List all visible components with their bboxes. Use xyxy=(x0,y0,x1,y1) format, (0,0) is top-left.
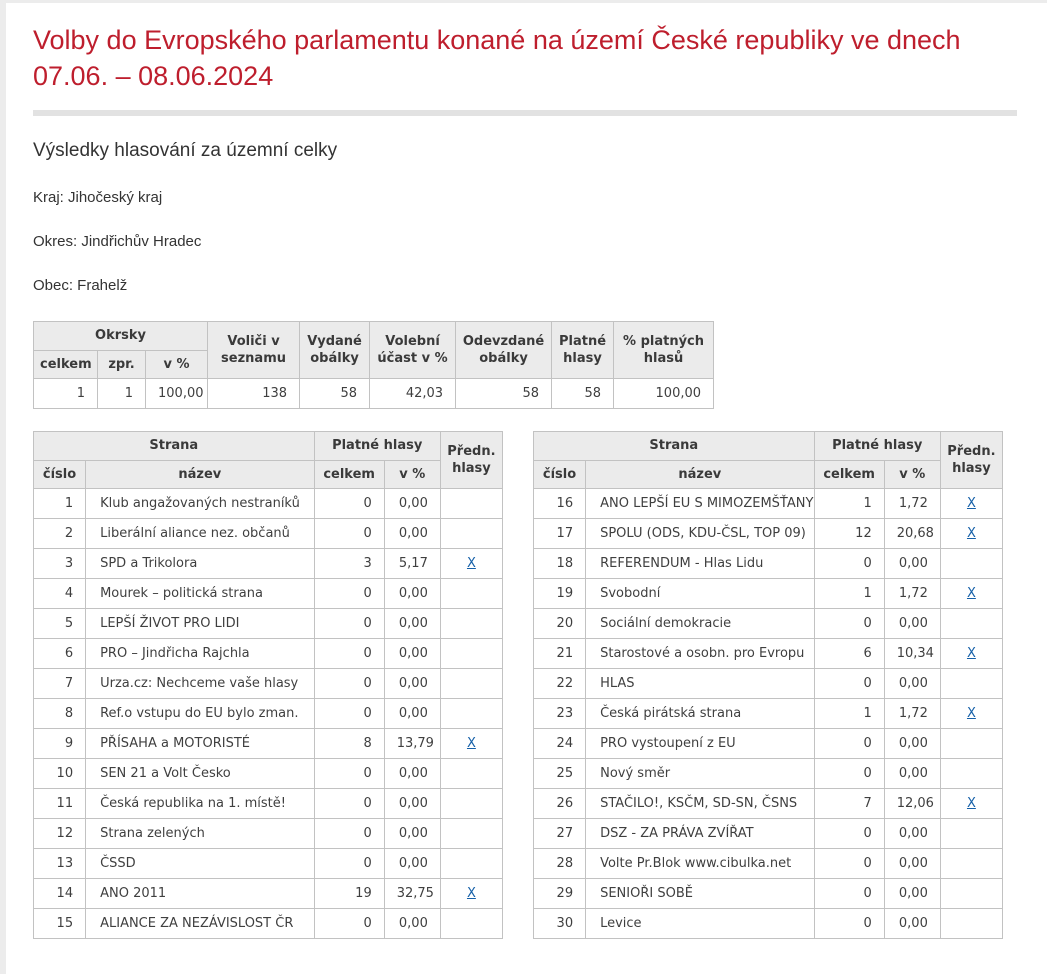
okrsky-celkem-value: 1 xyxy=(34,379,98,409)
party-pref-cell xyxy=(440,729,502,759)
party-votes-cell: 8 xyxy=(314,729,384,759)
party-name-cell: Sociální demokracie xyxy=(586,609,814,639)
party-votes-cell: 0 xyxy=(814,609,884,639)
party-row xyxy=(534,729,1003,759)
party-table-left-head xyxy=(34,432,503,489)
predn-hlasy-header: Předn. hlasy xyxy=(440,432,502,489)
party-number-cell: 9 xyxy=(34,729,86,759)
party-row xyxy=(34,819,503,849)
party-name-cell: Svobodní xyxy=(586,579,814,609)
party-row xyxy=(534,519,1003,549)
party-percent-cell: 1,72 xyxy=(884,489,940,519)
nazev-header: název xyxy=(86,460,314,489)
party-votes-cell: 0 xyxy=(814,879,884,909)
party-percent-cell: 0,00 xyxy=(384,849,440,879)
party-row xyxy=(34,729,503,759)
vydane-obalky-header: Vydané obálky xyxy=(300,322,370,379)
party-number-cell: 12 xyxy=(34,819,86,849)
cislo-header: číslo xyxy=(534,460,586,489)
party-percent-cell: 1,72 xyxy=(884,579,940,609)
cislo-header: číslo xyxy=(34,460,86,489)
party-number-cell: 20 xyxy=(534,609,586,639)
party-name-cell: STAČILO!, KSČM, SD-SN, ČSNS xyxy=(586,789,814,819)
party-row xyxy=(34,519,503,549)
party-percent-cell: 13,79 xyxy=(384,729,440,759)
party-row xyxy=(534,639,1003,669)
party-votes-cell: 0 xyxy=(814,759,884,789)
party-percent-cell: 0,00 xyxy=(884,669,940,699)
party-name-cell: DSZ - ZA PRÁVA ZVÍŘAT xyxy=(586,819,814,849)
pref-votes-link[interactable]: X xyxy=(966,796,976,812)
party-pref-cell xyxy=(440,669,502,699)
party-pref-cell xyxy=(940,669,1002,699)
okrsky-vpct-value: 100,00 xyxy=(146,379,208,409)
party-number-cell: 26 xyxy=(534,789,586,819)
party-number-cell: 13 xyxy=(34,849,86,879)
pref-votes-link[interactable]: X xyxy=(466,886,476,902)
platne-hlasy-value: 58 xyxy=(552,379,614,409)
party-votes-cell: 0 xyxy=(314,639,384,669)
party-pref-cell xyxy=(440,759,502,789)
vpct-header: v % xyxy=(384,460,440,489)
party-number-cell: 8 xyxy=(34,699,86,729)
platne-hlasy-group-header: Platné hlasy xyxy=(314,432,440,461)
party-votes-cell: 0 xyxy=(314,669,384,699)
party-name-cell: Levice xyxy=(586,909,814,939)
party-number-cell: 17 xyxy=(534,519,586,549)
party-name-cell: ANO LEPŠÍ EU S MIMOZEMŠŤANY xyxy=(586,489,814,519)
party-table-right-head xyxy=(534,432,1003,489)
party-row xyxy=(34,699,503,729)
party-row xyxy=(34,489,503,519)
party-pref-cell xyxy=(440,849,502,879)
party-percent-cell: 0,00 xyxy=(884,549,940,579)
volici-header: Voliči v seznamu xyxy=(208,322,300,379)
party-pref-cell xyxy=(440,699,502,729)
pref-votes-link[interactable]: X xyxy=(466,736,476,752)
party-number-cell: 23 xyxy=(534,699,586,729)
party-votes-cell: 1 xyxy=(814,699,884,729)
okrsky-celkem-header: celkem xyxy=(34,350,98,379)
ucast-value: 42,03 xyxy=(370,379,456,409)
party-votes-cell: 0 xyxy=(814,849,884,879)
party-pref-cell xyxy=(940,729,1002,759)
party-row xyxy=(534,549,1003,579)
party-row xyxy=(34,669,503,699)
party-name-cell: Strana zelených xyxy=(86,819,314,849)
party-name-cell: Nový směr xyxy=(586,759,814,789)
vydane-obalky-value: 58 xyxy=(300,379,370,409)
party-percent-cell: 0,00 xyxy=(384,609,440,639)
party-row xyxy=(534,819,1003,849)
okrsky-group-header: Okrsky xyxy=(34,322,208,351)
summary-table-body xyxy=(34,379,714,409)
party-percent-cell: 0,00 xyxy=(384,699,440,729)
party-row xyxy=(534,879,1003,909)
party-name-cell: Ref.o vstupu do EU bylo zman. xyxy=(86,699,314,729)
party-pref-cell xyxy=(940,579,1002,609)
party-name-cell: ANO 2011 xyxy=(86,879,314,909)
district-line: Okres: Jindřichův Hradec xyxy=(33,233,202,251)
party-number-cell: 15 xyxy=(34,909,86,939)
party-row xyxy=(34,759,503,789)
party-votes-cell: 0 xyxy=(814,819,884,849)
pct-platnych-value: 100,00 xyxy=(614,379,714,409)
pref-votes-link[interactable]: X xyxy=(966,646,976,662)
page-title: Volby do Evropského parlamentu konané na území České republiky ve dnech 07.06. – 08.06.2024 xyxy=(33,25,961,91)
party-percent-cell: 32,75 xyxy=(384,879,440,909)
pref-votes-link[interactable]: X xyxy=(966,496,976,512)
party-number-cell: 21 xyxy=(534,639,586,669)
party-percent-cell: 0,00 xyxy=(384,789,440,819)
party-pref-cell xyxy=(940,639,1002,669)
party-tables-row xyxy=(33,431,1017,939)
party-name-cell: SPOLU (ODS, KDU-ČSL, TOP 09) xyxy=(586,519,814,549)
pref-votes-link[interactable]: X xyxy=(466,556,476,572)
party-row xyxy=(34,849,503,879)
party-name-cell: Klub angažovaných nestraníků xyxy=(86,489,314,519)
party-percent-cell: 0,00 xyxy=(384,669,440,699)
nazev-header: název xyxy=(586,460,814,489)
party-row xyxy=(34,579,503,609)
party-pref-cell xyxy=(940,879,1002,909)
party-pref-cell xyxy=(940,789,1002,819)
party-percent-cell: 0,00 xyxy=(884,849,940,879)
party-percent-cell: 0,00 xyxy=(384,909,440,939)
party-number-cell: 16 xyxy=(534,489,586,519)
party-pref-cell xyxy=(940,699,1002,729)
party-name-cell: SEN 21 a Volt Česko xyxy=(86,759,314,789)
party-name-cell: HLAS xyxy=(586,669,814,699)
party-row xyxy=(34,549,503,579)
party-votes-cell: 0 xyxy=(814,549,884,579)
party-percent-cell: 0,00 xyxy=(384,519,440,549)
party-pref-cell xyxy=(940,849,1002,879)
party-number-cell: 24 xyxy=(534,729,586,759)
party-pref-cell xyxy=(440,819,502,849)
party-name-cell: PRO – Jindřicha Rajchla xyxy=(86,639,314,669)
party-row xyxy=(34,909,503,939)
party-pref-cell xyxy=(940,819,1002,849)
party-votes-cell: 19 xyxy=(314,879,384,909)
party-percent-cell: 20,68 xyxy=(884,519,940,549)
party-votes-cell: 0 xyxy=(814,729,884,759)
party-name-cell: Volte Pr.Blok www.cibulka.net xyxy=(586,849,814,879)
party-table-right xyxy=(533,431,1003,939)
party-percent-cell: 10,34 xyxy=(884,639,940,669)
party-percent-cell: 0,00 xyxy=(384,759,440,789)
party-pref-cell xyxy=(440,789,502,819)
section-title: Výsledky hlasování za územní celky xyxy=(33,140,338,162)
party-row xyxy=(534,609,1003,639)
party-votes-cell: 0 xyxy=(314,609,384,639)
party-name-cell: LEPŠÍ ŽIVOT PRO LIDI xyxy=(86,609,314,639)
party-percent-cell: 0,00 xyxy=(384,639,440,669)
party-pref-cell xyxy=(440,609,502,639)
party-votes-cell: 0 xyxy=(314,699,384,729)
party-votes-cell: 0 xyxy=(314,579,384,609)
okrsky-zpr-header: zpr. xyxy=(98,350,146,379)
party-number-cell: 6 xyxy=(34,639,86,669)
party-votes-cell: 12 xyxy=(814,519,884,549)
volici-value: 138 xyxy=(208,379,300,409)
party-pref-cell xyxy=(440,909,502,939)
platne-hlasy-group-header: Platné hlasy xyxy=(814,432,940,461)
party-percent-cell: 1,72 xyxy=(884,699,940,729)
party-name-cell: Urza.cz: Nechceme vaše hlasy xyxy=(86,669,314,699)
party-pref-cell xyxy=(940,489,1002,519)
party-name-cell: PŘÍSAHA a MOTORISTÉ xyxy=(86,729,314,759)
party-votes-cell: 3 xyxy=(314,549,384,579)
party-row xyxy=(534,489,1003,519)
odevzdane-obalky-header: Odevzdané obálky xyxy=(456,322,552,379)
party-row xyxy=(534,579,1003,609)
party-name-cell: SENIOŘI SOBĚ xyxy=(586,879,814,909)
party-percent-cell: 5,17 xyxy=(384,549,440,579)
party-pref-cell xyxy=(940,909,1002,939)
party-votes-cell: 0 xyxy=(314,909,384,939)
party-number-cell: 27 xyxy=(534,819,586,849)
okrsky-vpct-header: v % xyxy=(146,350,208,379)
party-number-cell: 18 xyxy=(534,549,586,579)
party-votes-cell: 0 xyxy=(314,519,384,549)
party-percent-cell: 0,00 xyxy=(884,729,940,759)
header-divider xyxy=(33,110,1017,116)
party-name-cell: ALIANCE ZA NEZÁVISLOST ČR xyxy=(86,909,314,939)
party-row xyxy=(34,789,503,819)
platne-hlasy-header: Platné hlasy xyxy=(552,322,614,379)
party-name-cell: PRO vystoupení z EU xyxy=(586,729,814,759)
party-number-cell: 7 xyxy=(34,669,86,699)
ucast-header: Volební účast v % xyxy=(370,322,456,379)
party-name-cell: Liberální aliance nez. občanů xyxy=(86,519,314,549)
party-percent-cell: 0,00 xyxy=(884,819,940,849)
party-percent-cell: 0,00 xyxy=(384,489,440,519)
strana-header: Strana xyxy=(534,432,815,461)
party-number-cell: 30 xyxy=(534,909,586,939)
party-number-cell: 19 xyxy=(534,579,586,609)
party-name-cell: Mourek – politická strana xyxy=(86,579,314,609)
party-number-cell: 2 xyxy=(34,519,86,549)
pref-votes-link[interactable]: X xyxy=(966,526,976,542)
party-number-cell: 10 xyxy=(34,759,86,789)
party-pref-cell xyxy=(940,609,1002,639)
party-votes-cell: 0 xyxy=(314,789,384,819)
pref-votes-link[interactable]: X xyxy=(966,706,976,722)
party-pref-cell xyxy=(440,549,502,579)
okrsky-zpr-value: 1 xyxy=(98,379,146,409)
party-percent-cell: 12,06 xyxy=(884,789,940,819)
party-number-cell: 22 xyxy=(534,669,586,699)
summary-row xyxy=(34,379,714,409)
party-pref-cell xyxy=(940,759,1002,789)
party-row xyxy=(534,909,1003,939)
vpct-header: v % xyxy=(884,460,940,489)
summary-table-head xyxy=(34,322,714,379)
party-table-left xyxy=(33,431,503,939)
party-pref-cell xyxy=(440,489,502,519)
party-pref-cell xyxy=(440,519,502,549)
party-row xyxy=(534,759,1003,789)
party-table-left-body xyxy=(34,489,503,939)
party-row xyxy=(534,849,1003,879)
party-votes-cell: 7 xyxy=(814,789,884,819)
celkem-header: celkem xyxy=(314,460,384,489)
party-number-cell: 3 xyxy=(34,549,86,579)
party-number-cell: 11 xyxy=(34,789,86,819)
party-percent-cell: 0,00 xyxy=(884,609,940,639)
party-row xyxy=(534,669,1003,699)
party-votes-cell: 6 xyxy=(814,639,884,669)
page-content xyxy=(6,3,1047,959)
party-percent-cell: 0,00 xyxy=(884,909,940,939)
party-row xyxy=(534,699,1003,729)
celkem-header: celkem xyxy=(814,460,884,489)
party-percent-cell: 0,00 xyxy=(384,579,440,609)
party-name-cell: Česká republika na 1. místě! xyxy=(86,789,314,819)
party-name-cell: Česká pirátská strana xyxy=(586,699,814,729)
party-name-cell: ČSSD xyxy=(86,849,314,879)
party-pref-cell xyxy=(940,549,1002,579)
party-pref-cell xyxy=(940,519,1002,549)
party-votes-cell: 0 xyxy=(814,669,884,699)
party-row xyxy=(34,639,503,669)
strana-header: Strana xyxy=(34,432,315,461)
party-name-cell: REFERENDUM - Hlas Lidu xyxy=(586,549,814,579)
party-number-cell: 1 xyxy=(34,489,86,519)
party-table-right-body xyxy=(534,489,1003,939)
party-votes-cell: 1 xyxy=(814,579,884,609)
party-name-cell: Starostové a osobn. pro Evropu xyxy=(586,639,814,669)
party-number-cell: 25 xyxy=(534,759,586,789)
party-row xyxy=(34,879,503,909)
party-pref-cell xyxy=(440,639,502,669)
party-votes-cell: 0 xyxy=(314,489,384,519)
odevzdane-obalky-value: 58 xyxy=(456,379,552,409)
party-number-cell: 28 xyxy=(534,849,586,879)
region-line: Kraj: Jihočeský kraj xyxy=(33,189,163,207)
pct-platnych-header: % platných hlasů xyxy=(614,322,714,379)
party-percent-cell: 0,00 xyxy=(384,819,440,849)
municipality-line: Obec: Frahelž xyxy=(33,277,128,295)
party-number-cell: 4 xyxy=(34,579,86,609)
party-votes-cell: 0 xyxy=(314,759,384,789)
party-percent-cell: 0,00 xyxy=(884,879,940,909)
party-number-cell: 29 xyxy=(534,879,586,909)
party-votes-cell: 1 xyxy=(814,489,884,519)
party-number-cell: 14 xyxy=(34,879,86,909)
party-pref-cell xyxy=(440,879,502,909)
party-name-cell: SPD a Trikolora xyxy=(86,549,314,579)
predn-hlasy-header: Předn. hlasy xyxy=(940,432,1002,489)
party-votes-cell: 0 xyxy=(314,819,384,849)
party-percent-cell: 0,00 xyxy=(884,759,940,789)
pref-votes-link[interactable]: X xyxy=(966,586,976,602)
summary-table xyxy=(33,321,714,409)
party-pref-cell xyxy=(440,579,502,609)
party-number-cell: 5 xyxy=(34,609,86,639)
party-votes-cell: 0 xyxy=(814,909,884,939)
party-row xyxy=(534,789,1003,819)
party-votes-cell: 0 xyxy=(314,849,384,879)
party-row xyxy=(34,609,503,639)
